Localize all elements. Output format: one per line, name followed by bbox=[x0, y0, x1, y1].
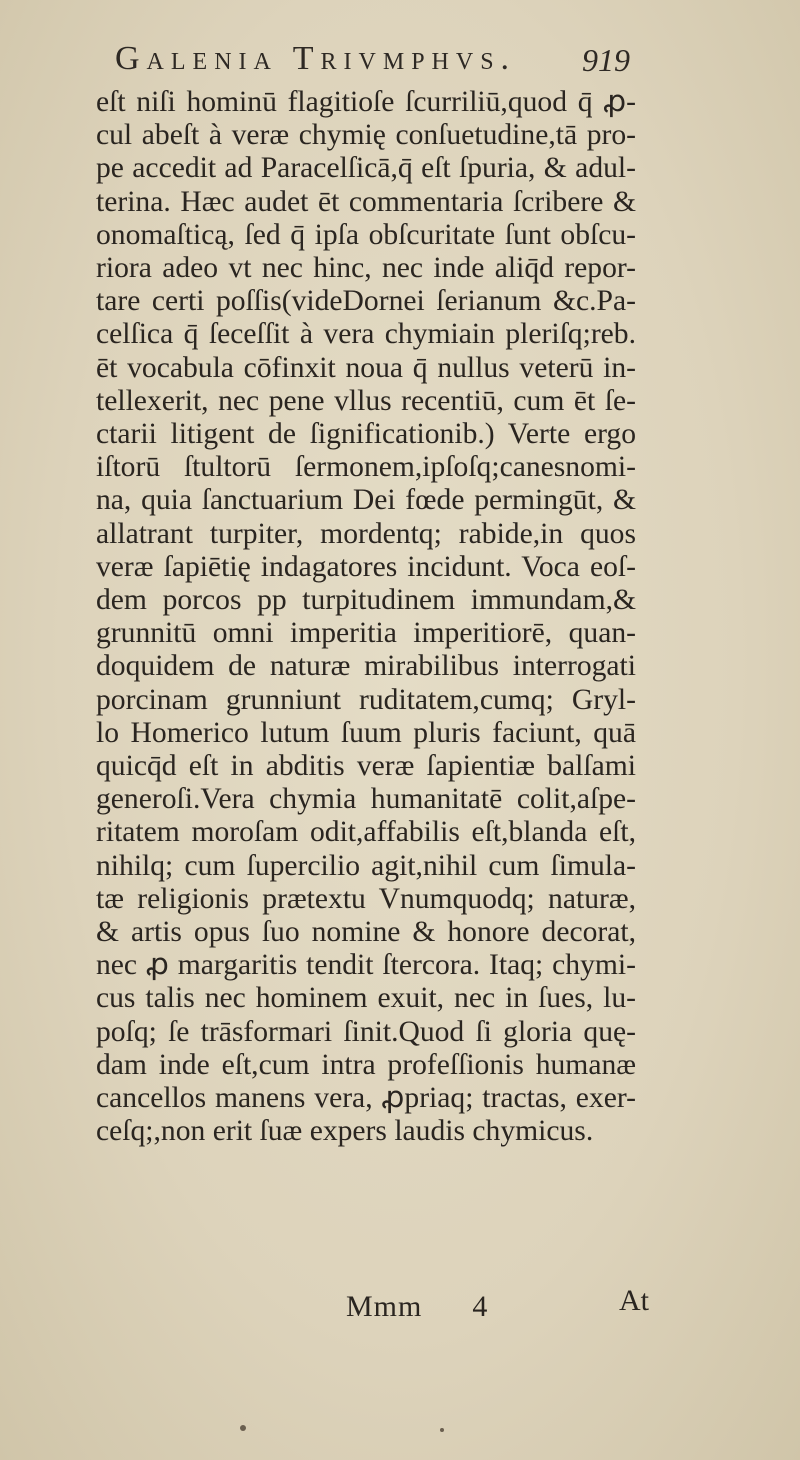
page-header bbox=[115, 40, 630, 84]
text-line: & artis opus ſuo nomine & honore decorat, bbox=[96, 916, 636, 949]
text-line: tellexerit, nec pene vllus recentiū, cum ēt ſe- bbox=[96, 384, 636, 417]
text-line: nihilq; cum ſupercilio agit,nihil cum ſimula- bbox=[96, 849, 636, 882]
text-line: porcinam grunniunt ruditatem,cumq; Gryl- bbox=[96, 683, 636, 716]
text-line: terina. Hæc audet ēt commentaria ſcribere & bbox=[96, 185, 636, 218]
text-line: onomaſticą, ſed q̄ ipſa obſcuritate ſunt obſcu- bbox=[96, 218, 636, 251]
paper-blemish bbox=[440, 1428, 444, 1432]
text-line: dem porcos pp turpitudinem immundam,& bbox=[96, 584, 636, 617]
text-line: cus talis nec hominem exuit, nec in ſues, lu- bbox=[96, 982, 636, 1015]
running-title: Galenia Trivmphvs. bbox=[115, 40, 517, 77]
page-number: 919 bbox=[582, 42, 630, 78]
text-line: quicq̄d eſt in abditis veræ ſapientiæ balſami bbox=[96, 750, 636, 783]
signature-number: 4 bbox=[472, 1290, 489, 1323]
text-line: lo Homerico lutum ſuum pluris faciunt, quā bbox=[96, 716, 636, 749]
text-line: eſt niſi hominū flagitioſe ſcurriliū,quod q̄ ꝓ- bbox=[96, 86, 636, 118]
text-line: ctarii litigent de ſignificationib.) Verte ergo bbox=[96, 418, 636, 451]
text-line: nec ꝓ margaritis tendit ſtercora. Itaq; chymi- bbox=[96, 949, 636, 982]
text-line: na, quia ſanctuarium Dei fœde permingūt, & bbox=[96, 484, 636, 517]
paper-blemish bbox=[240, 1425, 246, 1431]
text-line: iſtorū ſtultorū ſermonem,ipſoſq;canesnomi- bbox=[96, 451, 636, 484]
text-line: celſica q̄ ſeceſſit à vera chymiain pleriſq;reb. bbox=[96, 318, 636, 351]
page-footer bbox=[96, 1284, 676, 1326]
text-line: ceſq;,non erit ſuæ expers laudis chymicus. bbox=[96, 1115, 594, 1148]
text-line: ēt vocabula cōfinxit noua q̄ nullus veterū in- bbox=[96, 351, 636, 384]
text-line: tare certi poſſis(videDornei ſerianum &c.Pa- bbox=[96, 285, 636, 318]
text-line: riora adeo vt nec hinc, nec inde aliq̄d repor- bbox=[96, 252, 636, 285]
text-line: doquidem de naturæ mirabilibus interrogati bbox=[96, 650, 636, 683]
text-line: tæ religionis prætextu Vnumquodq; naturæ, bbox=[96, 882, 636, 915]
text-line: cul abeſt à veræ chymię conſuetudine,tā pro- bbox=[96, 119, 636, 152]
text-line: allatrant turpiter, mordentq; rabide,in quos bbox=[96, 517, 636, 550]
signature-mark bbox=[346, 1290, 488, 1324]
text-line: grunnitū omni imperitia imperitiorē, quan- bbox=[96, 617, 636, 650]
signature-letters: Mmm bbox=[346, 1290, 423, 1323]
catchword: At bbox=[619, 1284, 649, 1317]
text-line: veræ ſapiētię indagatores incidunt. Voca eoſ- bbox=[96, 550, 636, 583]
text-line: generoſi.Vera chymia humanitatē colit,aſpe- bbox=[96, 783, 636, 816]
text-line: poſq; ſe trāsformari ſinit.Quod ſi gloria quę- bbox=[96, 1015, 636, 1048]
text-line: pe accedit ad Paracelſicā,q̄ eſt ſpuria, & adul- bbox=[96, 152, 636, 185]
text-line: ritatem moroſam odit,affabilis eſt,blanda eſt, bbox=[96, 816, 636, 849]
text-line: cancellos manens vera, ꝓpriaq; tractas, exer- bbox=[96, 1082, 636, 1115]
main-text-block bbox=[96, 86, 636, 1149]
text-line: dam inde eſt,cum intra profeſſionis humanæ bbox=[96, 1048, 636, 1081]
